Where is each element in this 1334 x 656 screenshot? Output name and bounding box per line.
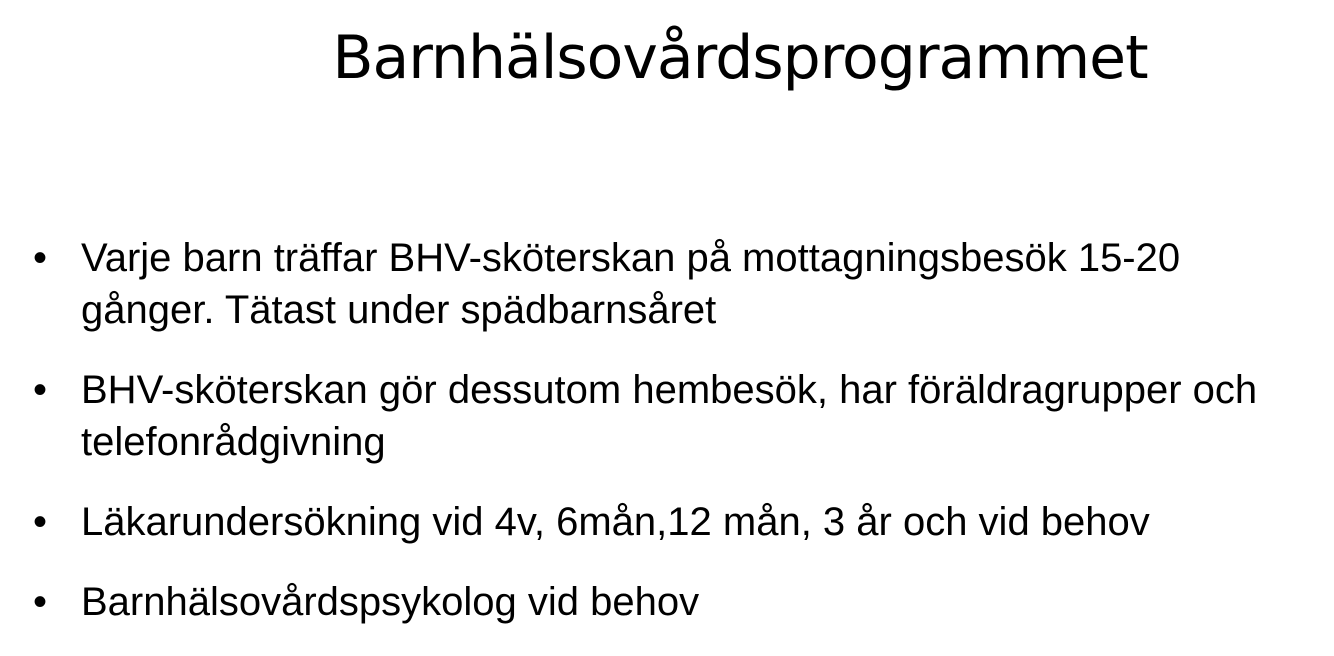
bullet-item: [0, 232, 1334, 336]
bullet-text: Läkarundersökning vid 4v, 6mån,12 mån, 3 år och vid behov: [81, 500, 1150, 544]
bullet-dot-icon: •: [32, 236, 47, 280]
bullet-text: BHV-sköterskan gör dessutom hembesök, har föräldragrupper och telefonrådgivning: [81, 368, 1258, 464]
bullet-item: [0, 364, 1334, 468]
bullet-text: Varje barn träffar BHV-sköterskan på mottagningsbesök 15-20 gånger. Tätast under spädbarnsåret: [81, 236, 1181, 332]
bullet-item: [0, 496, 1334, 548]
bullet-list: [0, 232, 1334, 656]
bullet-dot-icon: •: [32, 580, 47, 624]
bullet-text: Barnhälsovårdspsykolog vid behov: [81, 580, 700, 624]
slide-title: Barnhälsovårdsprogrammet: [332, 23, 1148, 93]
bullet-dot-icon: •: [32, 500, 47, 544]
bullet-item: [0, 576, 1334, 628]
bullet-dot-icon: •: [32, 368, 47, 412]
